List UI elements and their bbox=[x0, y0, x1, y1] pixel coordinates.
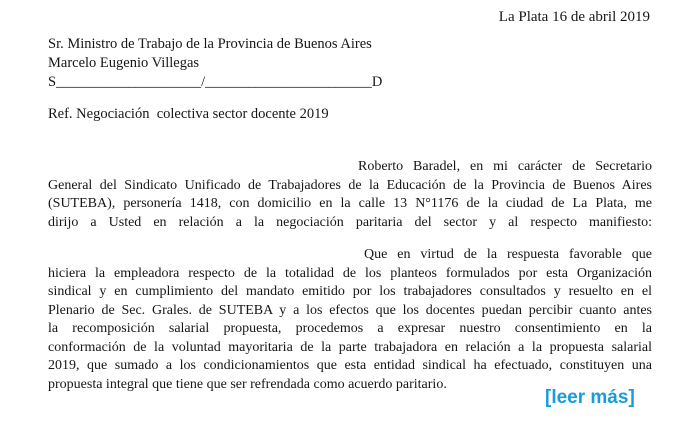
paragraph-2-line: la recomposición salarial propuesta, procedemos a expresar nuestro consentimiento en la bbox=[48, 321, 652, 336]
paragraph-1-line: Roberto Baradel, en mi carácter de Secretario bbox=[358, 159, 652, 174]
paragraph-2-line: sindical y en cumplimiento del mandato emitido por los trabajadores consultados y resuelto en el bbox=[48, 284, 652, 299]
paragraph-2-line: conformación de la voluntad mayoritaria de la parte trabajadora en relación a la propuesta salarial bbox=[48, 339, 652, 355]
reference-line: Ref. Negociación colectiva sector docente 2019 bbox=[48, 106, 329, 122]
recipient-name: Marcelo Eugenio Villegas bbox=[48, 55, 200, 71]
paragraph-2-line: 2019, que sumado a los condicionamientos que esta entidad sindical ha efectuado, constituyen una bbox=[48, 358, 652, 373]
paragraph-2-line: Plenario de Sec. Grales. de SUTEBA y a los efectos que los docentes puedan percibir cuanto antes bbox=[48, 302, 652, 318]
paragraph-1-line: General del Sindicato Unificado de Trabajadores de la Educación de la Provincia de Buenos Aires bbox=[48, 177, 652, 193]
paragraph-1-line: dirijo a Usted en relación a la negociación paritaria del sector y al respecto manifiesto: bbox=[48, 214, 652, 230]
date-line: La Plata 16 de abril 2019 bbox=[498, 9, 650, 25]
paragraph-2 bbox=[48, 246, 652, 394]
salutation-line: S____________________/_______________________D bbox=[48, 74, 383, 90]
leer-mas-link[interactable]: [leer más] bbox=[545, 387, 635, 408]
recipient-block bbox=[48, 35, 382, 92]
recipient-title: Sr. Ministro de Trabajo de la Provincia de Buenos Aires bbox=[48, 36, 372, 52]
paragraph-2-line: hiciera la empleadora respecto de la totalidad de los planteos formulados por esta Organización bbox=[48, 265, 652, 281]
paragraph-2-line: Que en virtud de la respuesta favorable que bbox=[364, 247, 652, 262]
paragraph-1-line: (SUTEBA), personería 1418, con domicilio en la calle 13 N°1176 de la ciudad de La Plata, me bbox=[48, 196, 652, 211]
paragraph-2-line: propuesta integral que tiene que ser refrendada como acuerdo paritario. bbox=[48, 376, 447, 392]
paragraph-1 bbox=[48, 158, 652, 232]
